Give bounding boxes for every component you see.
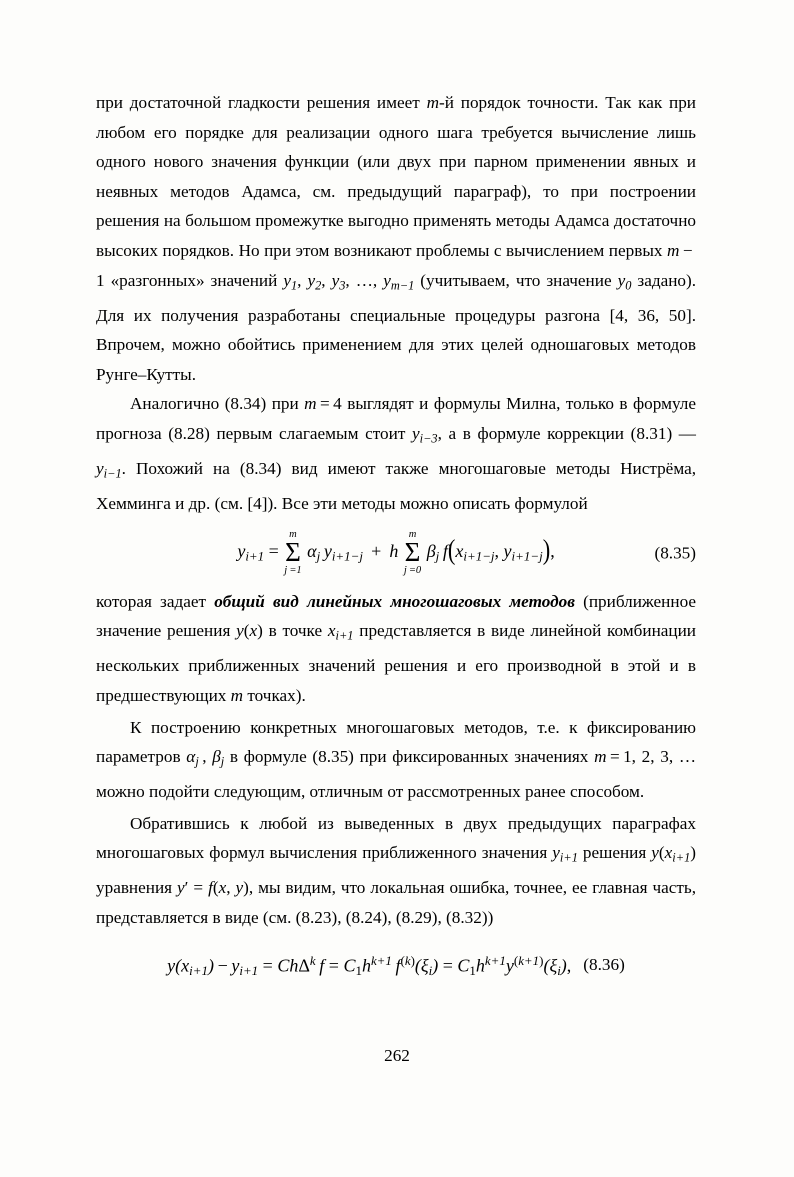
equation-8-35 [96, 529, 696, 579]
paragraph-3: которая задает общий вид линейных многошаговых методов (приближенное значение решения y(x) в точке $x_{i+1}$ представляется в виде линейной комбинации нескольких приближенных значений решения и его производной в этой и в предшествующих m точках). [96, 591, 697, 705]
page-content [96, 88, 696, 1011]
equation-8-36-body: $y(x_{i+1}) - y_{i+1} = Ch\Delta^k$ $f = C_1h^{k+1}$ $f^{(k)}(\xi_i) = C_1h^{k+1}y^{(k+1)}(\xi_i)$, (8.36) [167, 952, 625, 978]
equation-8-36 [96, 953, 696, 1003]
equation-8-35-body: $y_{i+1}$ = m Σ j =1 $\alpha_j$ $y_{i+1-j} + h$ m Σ j =0 $\beta_j$ $f(x_{i+1-j}$, $y_{i+1-j}$), [237, 528, 555, 577]
equation-8-36-number: (8.36) [583, 955, 625, 975]
paragraph-2: Аналогично (8.34) при m = 4 выглядят и формулы Милна, только в формуле прогноза (8.28) первым слагаемым стоит $y_{i-3}$, а в формуле коррекции (8.31) — $y_{i-1}$. Похожий на (8.34) вид имеют также многошаговые методы Нистрёма, Хемминга и др. (см. [4]). Все эти методы можно описать формулой [96, 394, 696, 514]
page-number: 262 [384, 1046, 410, 1065]
paragraph-1: при достаточной гладкости решения имеет m-й порядок точности. Так как при любом его порядке для реализации одного шага требуется вычисление лишь одного нового значения функции (или двух при парном применении явных и неявных методов Адамса, см. предыдущий параграф), то при построении решения на большом промежутке выгодно применять методы Адамса достаточно высоких порядков. Но при этом возникают проблемы с вычислением первых m − 1 «разгонных» значений $y_1$, $y_2$, $y_3$, …, $y_{m-1}$ (учитываем, что значение $y_0$ задано). Для их получения разработаны специальные процедуры разгона [4, 36, 50]. Впрочем, можно обойтись применением для этих целей одношаговых методов Рунге–Кутты. [96, 93, 697, 384]
paragraph-4: К построению конкретных многошаговых методов, т.е. к фиксированию параметров $\alpha_j$ , $\beta_j$ в формуле (8.35) при фиксированных значениях m = 1, 2, 3, … можно подойти следующим, отличным от рассмотренных ранее способом. [96, 717, 697, 802]
paragraph-5: Обратившись к любой из выведенных в двух предыдущих параграфах многошаговых формул вычисления приближенного значения $y_{i+1}$ решения $y(x_{i+1})$ уравнения y′ = f(x, y), мы видим, что локальная ошибка, точнее, ее главная часть, представляется в виде (см. (8.23), (8.24), (8.29), (8.32)) [96, 813, 697, 927]
equation-8-35-number: (8.35) [654, 543, 696, 563]
